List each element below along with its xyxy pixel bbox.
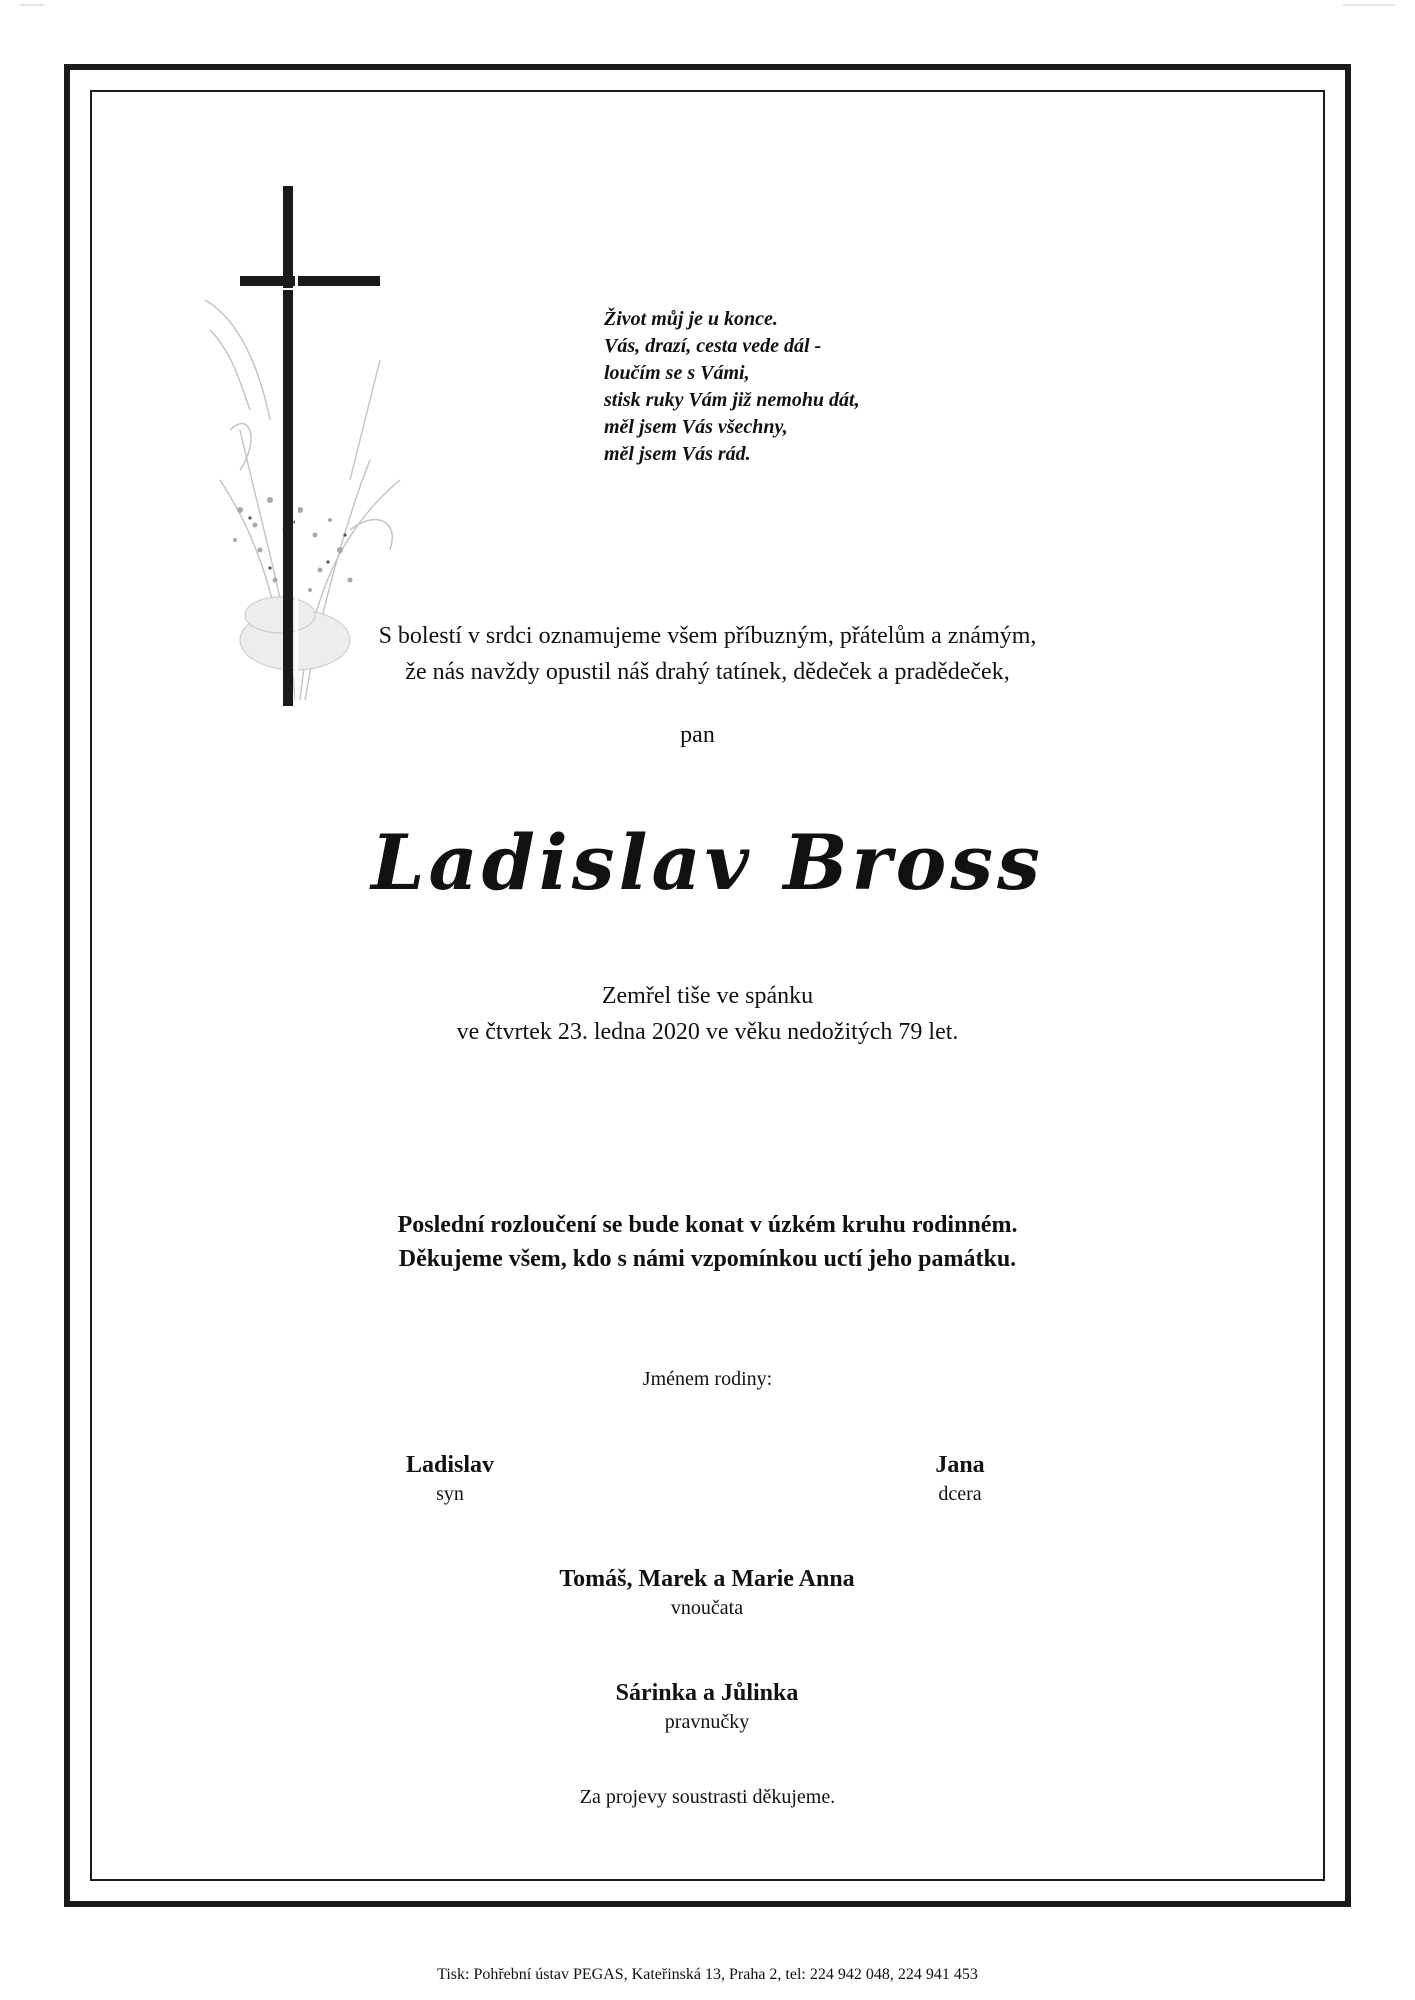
family-member-role: dcera [938,1483,982,1505]
announcement-line: že nás navždy opustil náš drahý tatínek, dědeček a pradědeček, [405,659,1010,685]
poem-line: Život můj je u konce. [604,308,778,330]
family-member [457,1566,957,1620]
family-member [350,1452,550,1506]
family-member-role: syn [436,1483,464,1505]
family-member-name: Ladislav [405,1452,495,1478]
death-notice-line: Zemřel tiše ve spánku [601,983,814,1009]
edge-mark [20,4,44,6]
announcement-line: S bolestí v srdci oznamujeme všem příbuzným, přátelům a známým, [378,623,1037,649]
family-label: Jménem rodiny: [642,1368,773,1390]
death-notice [0,978,1415,1050]
print-footer: Tisk: Pohřební ústav PEGAS, Kateřinská 13, Praha 2, tel: 224 942 048, 224 941 453 [437,1966,978,1983]
family-member [507,1680,907,1734]
poem-line: Vás, drazí, cesta vede dál - [604,335,822,357]
poem-line: loučím se s Vámi, [604,362,750,384]
poem-line: měl jsem Vás rád. [604,443,751,465]
death-notice-line: ve čtvrtek 23. ledna 2020 ve věku nedožitých 79 let. [456,1019,959,1045]
family-member-role: vnoučata [670,1597,744,1619]
poem-line: stisk ruky Vám již nemohu dát, [604,389,860,411]
farewell-notice [0,1208,1415,1276]
poem-line: měl jsem Vás všechny, [604,416,788,438]
poem [604,306,1024,468]
announcement [0,618,1415,690]
deceased-name: Ladislav Bross [371,818,1044,907]
salutation: pan [680,722,715,748]
family-member [860,1452,1060,1506]
edge-mark [1343,4,1395,6]
family-member-name: Sárinka a Jůlinka [615,1680,799,1706]
family-member-name: Jana [935,1452,985,1478]
family-member-name: Tomáš, Marek a Marie Anna [559,1566,855,1592]
thanks-note: Za projevy soustrasti děkujeme. [579,1786,836,1808]
family-member-role: pravnučky [664,1711,750,1733]
farewell-line: Poslední rozloučení se bude konat v úzkém kruhu rodinném. [397,1212,1018,1238]
farewell-line: Děkujeme všem, kdo s námi vzpomínkou uctí jeho památku. [398,1246,1017,1272]
